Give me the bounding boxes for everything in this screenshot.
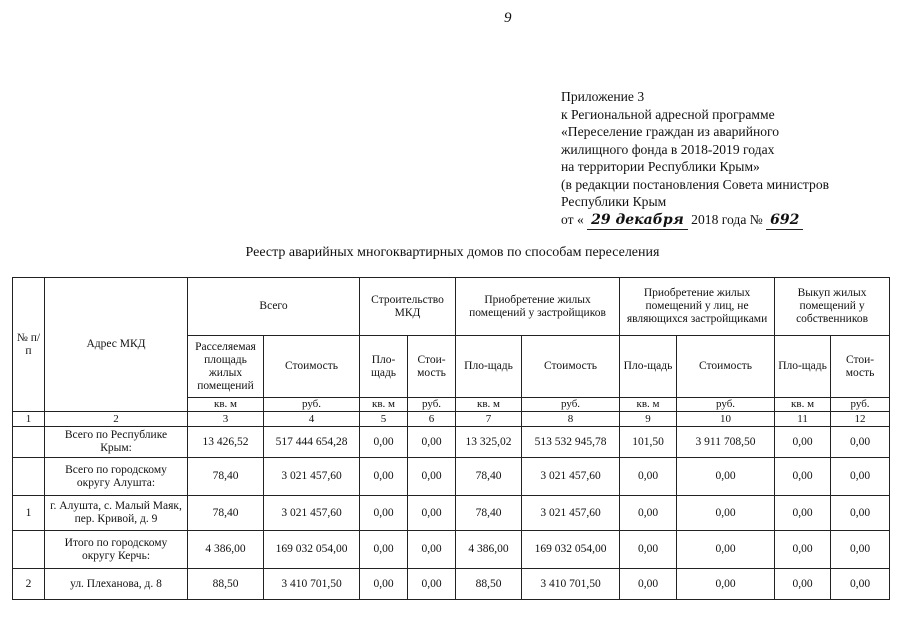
cell-value: 0,00 xyxy=(677,458,775,496)
header-unit: руб. xyxy=(264,398,360,412)
row-address: Всего по Республике Крым: xyxy=(45,427,188,458)
cell-value: 0,00 xyxy=(360,427,408,458)
cell-value: 0,00 xyxy=(620,531,677,569)
cell-value: 0,00 xyxy=(408,569,456,600)
appendix-line: к Региональной адресной программе xyxy=(561,106,775,122)
appendix-date-line xyxy=(561,211,829,231)
cell-value: 78,40 xyxy=(456,458,522,496)
cell-value: 0,00 xyxy=(360,496,408,531)
column-number: 4 xyxy=(264,412,360,427)
cell-value: 0,00 xyxy=(360,531,408,569)
cell-value: 0,00 xyxy=(831,496,890,531)
table-row-total-alushta xyxy=(13,458,890,496)
header-unit: руб. xyxy=(522,398,620,412)
cell-value: 78,40 xyxy=(456,496,522,531)
header-address: Адрес МКД xyxy=(45,278,188,412)
cell-value: 0,00 xyxy=(620,458,677,496)
header-unit: кв. м xyxy=(775,398,831,412)
header-sub: Стоимость xyxy=(264,336,360,398)
cell-value: 169 032 054,00 xyxy=(264,531,360,569)
cell-value: 101,50 xyxy=(620,427,677,458)
cell-value: 3 410 701,50 xyxy=(264,569,360,600)
header-sub: Стоимость xyxy=(677,336,775,398)
cell-value: 0,00 xyxy=(360,458,408,496)
header-sub: Пло-щадь xyxy=(775,336,831,398)
row-num xyxy=(13,458,45,496)
header-sub: Стои-мость xyxy=(831,336,890,398)
cell-value: 78,40 xyxy=(188,458,264,496)
cell-value: 78,40 xyxy=(188,496,264,531)
cell-value: 0,00 xyxy=(831,531,890,569)
row-num xyxy=(13,531,45,569)
registry-table xyxy=(12,277,890,600)
header-group-row xyxy=(13,278,890,336)
cell-value: 3 410 701,50 xyxy=(522,569,620,600)
appendix-line: Приложение 3 xyxy=(561,89,645,104)
cell-value: 169 032 054,00 xyxy=(522,531,620,569)
document-title: Реестр аварийных многоквартирных домов по способам переселения xyxy=(245,245,660,260)
cell-value: 0,00 xyxy=(775,458,831,496)
header-unit: руб. xyxy=(408,398,456,412)
cell-value: 0,00 xyxy=(408,496,456,531)
cell-value: 4 386,00 xyxy=(188,531,264,569)
header-group-non-developers: Приобретение жилых помещений у лиц, не являющихся застройщиками xyxy=(620,278,775,336)
header-unit: кв. м xyxy=(188,398,264,412)
column-number: 12 xyxy=(831,412,890,427)
appendix-line: «Переселение граждан из аварийного xyxy=(561,124,780,139)
cell-value: 0,00 xyxy=(775,569,831,600)
column-number: 7 xyxy=(456,412,522,427)
cell-value: 0,00 xyxy=(677,496,775,531)
cell-value: 3 021 457,60 xyxy=(264,458,360,496)
row-num: 1 xyxy=(13,496,45,531)
cell-value: 0,00 xyxy=(620,496,677,531)
column-number-row xyxy=(13,412,890,427)
row-num: 2 xyxy=(13,569,45,600)
column-number: 10 xyxy=(677,412,775,427)
header-group-total: Всего xyxy=(188,278,360,336)
appendix-line: (в редакции постановления Совета министров xyxy=(561,176,830,192)
header-sub: Пло-щадь xyxy=(360,336,408,398)
header-sub: Стоимость xyxy=(522,336,620,398)
cell-value: 0,00 xyxy=(775,531,831,569)
header-sub: Пло-щадь xyxy=(620,336,677,398)
header-num: № п/п xyxy=(13,278,45,412)
appendix-line: Республики Крым xyxy=(561,194,667,209)
cell-value: 3 021 457,60 xyxy=(522,496,620,531)
cell-value: 0,00 xyxy=(677,569,775,600)
appendix-line: на территории Республики Крым» xyxy=(561,159,760,174)
column-number: 6 xyxy=(408,412,456,427)
handwritten-date: 29 декабря xyxy=(587,212,688,231)
cell-value: 0,00 xyxy=(408,427,456,458)
cell-value: 3 021 457,60 xyxy=(264,496,360,531)
header-group-buyout: Выкуп жилых помещений у собственников xyxy=(775,278,890,336)
cell-value: 3 021 457,60 xyxy=(522,458,620,496)
appendix-line: жилищного фонда в 2018-2019 годах xyxy=(561,141,775,157)
date-suffix: 2018 года № xyxy=(691,211,763,227)
cell-value: 4 386,00 xyxy=(456,531,522,569)
table-row-total-crimea xyxy=(13,427,890,458)
cell-value: 0,00 xyxy=(408,458,456,496)
cell-value: 0,00 xyxy=(831,427,890,458)
appendix-block xyxy=(561,88,829,230)
cell-value: 0,00 xyxy=(620,569,677,600)
cell-value: 3 911 708,50 xyxy=(677,427,775,458)
cell-value: 517 444 654,28 xyxy=(264,427,360,458)
cell-value: 13 325,02 xyxy=(456,427,522,458)
cell-value: 88,50 xyxy=(456,569,522,600)
header-sub: Стои-мость xyxy=(408,336,456,398)
column-number: 8 xyxy=(522,412,620,427)
column-number: 5 xyxy=(360,412,408,427)
table-row xyxy=(13,496,890,531)
cell-value: 13 426,52 xyxy=(188,427,264,458)
cell-value: 0,00 xyxy=(831,569,890,600)
column-number: 9 xyxy=(620,412,677,427)
column-number: 2 xyxy=(45,412,188,427)
cell-value: 0,00 xyxy=(775,427,831,458)
table-row xyxy=(13,569,890,600)
row-num xyxy=(13,427,45,458)
column-number: 11 xyxy=(775,412,831,427)
row-address: ул. Плеханова, д. 8 xyxy=(45,569,188,600)
header-unit: кв. м xyxy=(360,398,408,412)
cell-value: 88,50 xyxy=(188,569,264,600)
row-address: Итого по городскому округу Керчь: xyxy=(45,531,188,569)
header-group-developers: Приобретение жилых помещений у застройщиков xyxy=(456,278,620,336)
handwritten-number: 692 xyxy=(766,212,803,231)
cell-value: 0,00 xyxy=(677,531,775,569)
header-unit: руб. xyxy=(677,398,775,412)
header-unit: кв. м xyxy=(456,398,522,412)
header-unit: кв. м xyxy=(620,398,677,412)
header-group-construction: Строительство МКД xyxy=(360,278,456,336)
header-sub: Пло-щадь xyxy=(456,336,522,398)
row-address: г. Алушта, с. Малый Маяк, пер. Кривой, д. 9 xyxy=(45,496,188,531)
row-address: Всего по городскому округу Алушта: xyxy=(45,458,188,496)
column-number: 3 xyxy=(188,412,264,427)
cell-value: 0,00 xyxy=(360,569,408,600)
header-unit: руб. xyxy=(831,398,890,412)
cell-value: 0,00 xyxy=(408,531,456,569)
cell-value: 0,00 xyxy=(831,458,890,496)
table-row-total-kerch xyxy=(13,531,890,569)
cell-value: 0,00 xyxy=(775,496,831,531)
page-number: 9 xyxy=(504,10,512,26)
date-prefix: от « xyxy=(561,211,584,227)
column-number: 1 xyxy=(13,412,45,427)
cell-value: 513 532 945,78 xyxy=(522,427,620,458)
header-sub: Расселяемая площадь жилых помещений xyxy=(188,336,264,398)
